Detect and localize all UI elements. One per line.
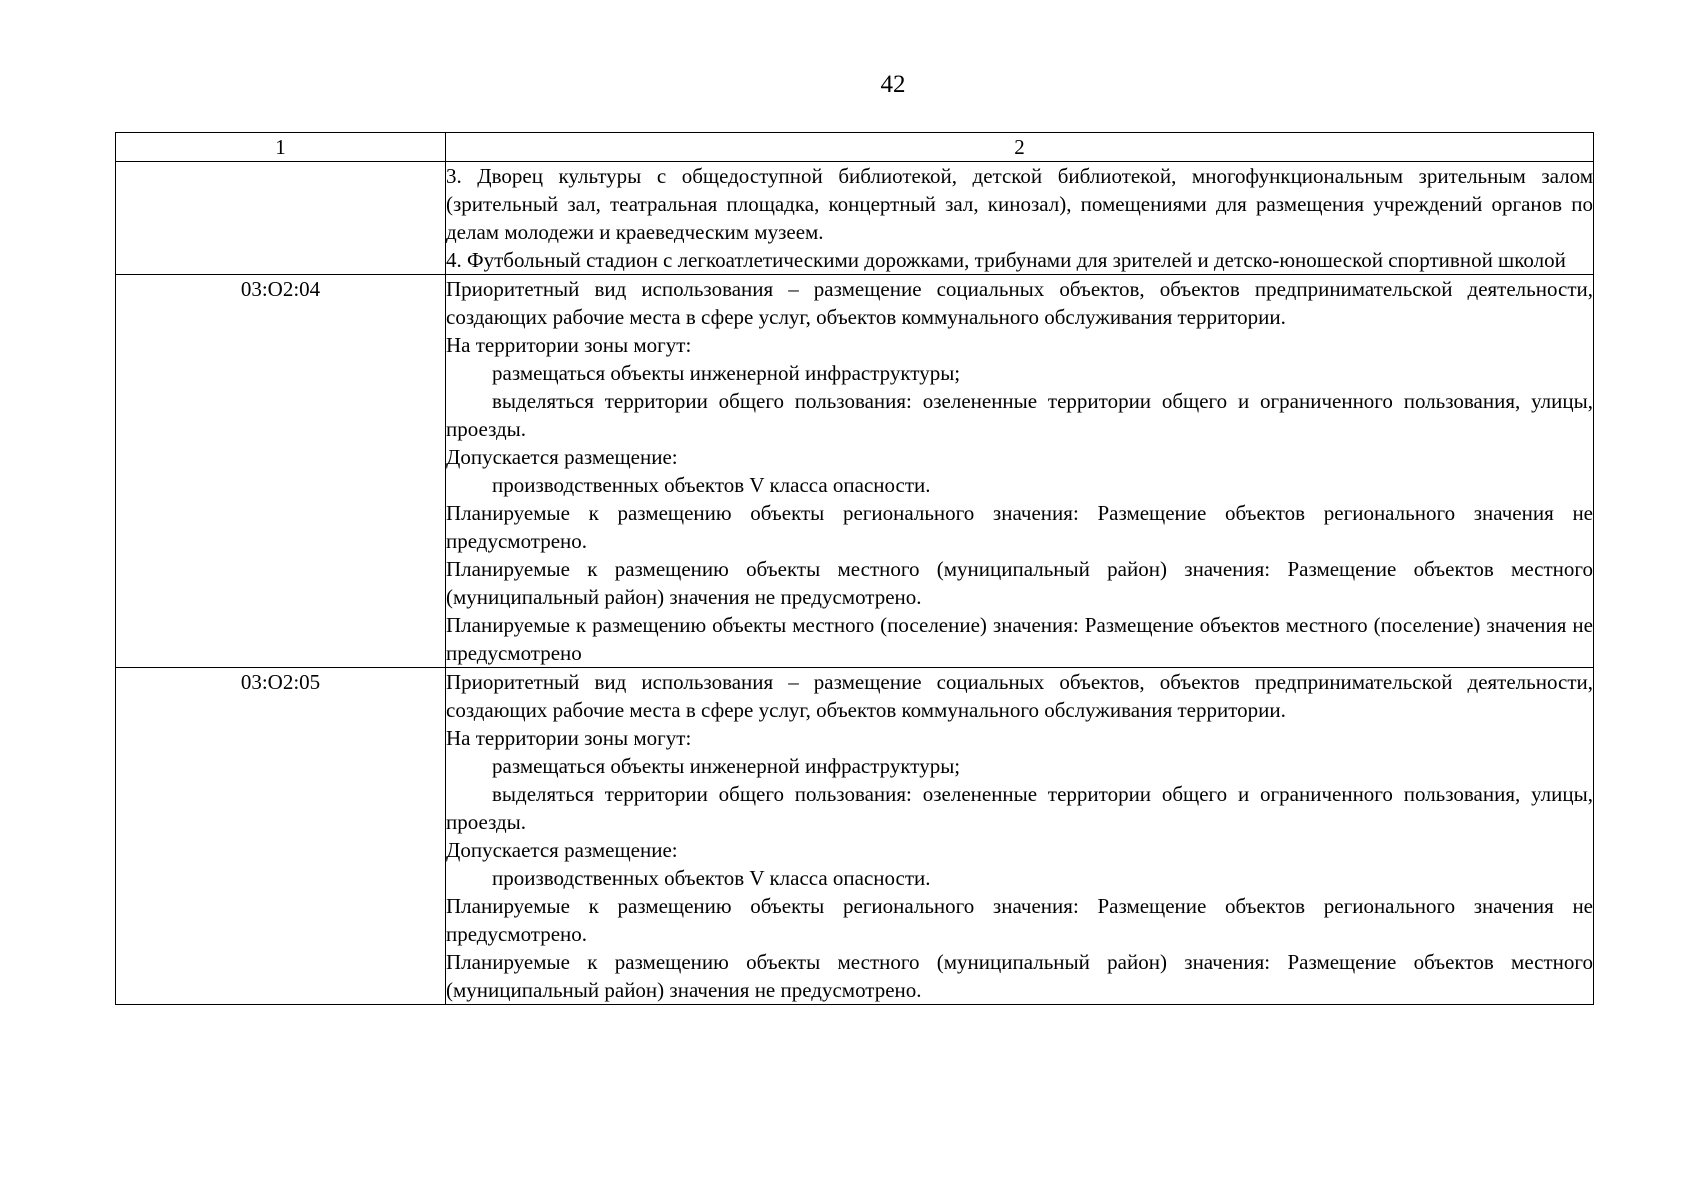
description-paragraph: Планируемые к размещению объекты местного (муниципальный район) значения: Размещение объектов местного (муниципальный район) значения не предусмотрено.	[446, 950, 1593, 1002]
zone-code-cell: 03:О2:05	[116, 668, 446, 1005]
zone-description-cell	[446, 162, 1594, 275]
description-paragraph: Планируемые к размещению объекты местного (поселение) значения: Размещение объектов местного (поселение) значения не предусмотрено	[446, 613, 1593, 665]
description-paragraph: Планируемые к размещению объекты местного (муниципальный район) значения: Размещение объектов местного (муниципальный район) значения не предусмотрено.	[446, 557, 1593, 609]
description-paragraph: выделяться территории общего пользования: озелененные территории общего и ограниченного пользования, улицы, проезды.	[446, 389, 1593, 441]
description-paragraph: На территории зоны могут:	[446, 333, 692, 357]
description-paragraph: 3. Дворец культуры с общедоступной библиотекой, детской библиотекой, многофункциональным зрительным залом (зрительный зал, театральная площадка, концертный зал, кинозал), помещениями для размещения учреждений органов по делам молодежи и краеведческим музеем.	[446, 164, 1593, 244]
description-paragraph: размещаться объекты инженерной инфраструктуры;	[492, 754, 961, 778]
description-paragraph: выделяться территории общего пользования: озелененные территории общего и ограниченного пользования, улицы, проезды.	[446, 782, 1593, 834]
description-paragraph: производственных объектов V класса опасности.	[492, 473, 931, 497]
description-paragraph: Приоритетный вид использования – размещение социальных объектов, объектов предпринимательской деятельности, создающих рабочие места в сфере услуг, объектов коммунального обслуживания территории.	[446, 670, 1593, 722]
description-paragraph: На территории зоны могут:	[446, 726, 692, 750]
zoning-table	[115, 132, 1594, 1005]
table-row	[116, 668, 1594, 1005]
description-paragraph: 4. Футбольный стадион с легкоатлетическими дорожками, трибунами для зрителей и детско-юношеской спортивной школой	[446, 248, 1566, 272]
description-paragraph: Планируемые к размещению объекты регионального значения: Размещение объектов регионального значения не предусмотрено.	[446, 894, 1593, 946]
description-paragraph: производственных объектов V класса опасности.	[492, 866, 931, 890]
zone-description-cell	[446, 275, 1594, 668]
table-row	[116, 162, 1594, 275]
description-paragraph: Приоритетный вид использования – размещение социальных объектов, объектов предпринимательской деятельности, создающих рабочие места в сфере услуг, объектов коммунального обслуживания территории.	[446, 277, 1593, 329]
page-number: 42	[880, 71, 906, 98]
description-paragraph: Допускается размещение:	[446, 838, 678, 862]
column-header-2: 2	[446, 133, 1594, 162]
description-paragraph: Допускается размещение:	[446, 445, 678, 469]
column-header-1: 1	[116, 133, 446, 162]
table-body	[116, 162, 1594, 1005]
description-paragraph: Планируемые к размещению объекты регионального значения: Размещение объектов регионального значения не предусмотрено.	[446, 501, 1593, 553]
description-paragraph: размещаться объекты инженерной инфраструктуры;	[492, 361, 961, 385]
zone-code-cell	[116, 162, 446, 275]
zone-description-cell	[446, 668, 1594, 1005]
table-row	[116, 275, 1594, 668]
table-header-row	[116, 133, 1594, 162]
table-header	[116, 133, 1594, 162]
zone-code-cell: 03:О2:04	[116, 275, 446, 668]
